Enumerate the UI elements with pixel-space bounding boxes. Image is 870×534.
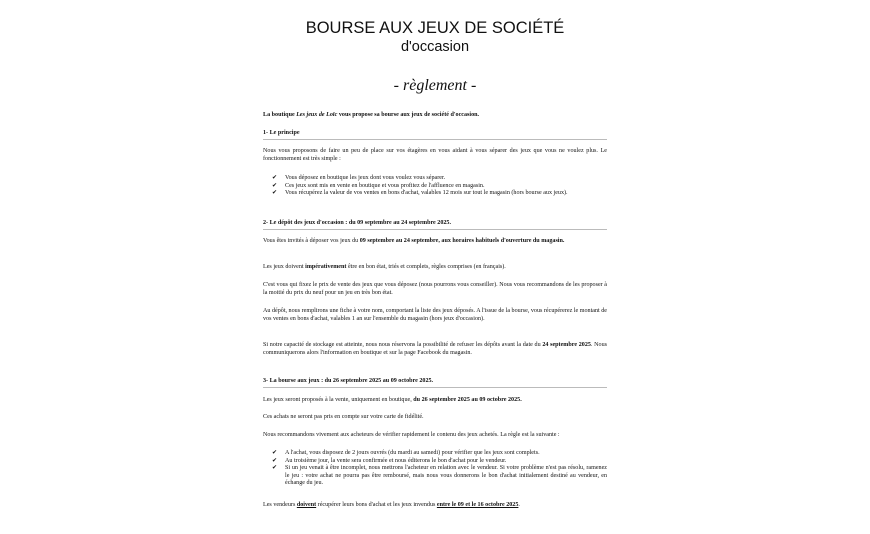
page-tagline: - règlement -: [393, 77, 477, 94]
section-2-paragraph-2: Les jeux doivent impérativement être en bon état, triés et complets, règles comprises (en français).: [263, 264, 506, 270]
section-2-paragraph-5: Si notre capacité de stockage est atteinte, nous nous réservons la possibilité de refuser les dépôts avant la date du 24 septembre 2025. Nous communiquerons alors l'information en boutique et sur la page Facebook du magasin.: [263, 342, 607, 356]
page-subtitle: d'occasion: [400, 39, 470, 55]
section-2-paragraph-3: C'est vous qui fixez le prix de vente des jeux que vous déposez (nous pourrons vous conseiller). Nous vous recommandons de les proposer à la moitié du prix du neuf pour un jeu en très bon état.: [263, 282, 607, 296]
checkmark-icon: ✔: [272, 175, 278, 181]
section-2-paragraph-1: Vous êtes invités à déposer vos jeux du 09 septembre au 24 septembre, aux horaires habituels d'ouverture du magasin.: [263, 238, 565, 244]
list-item: ✔ A l'achat, vous disposez de 2 jours ouvrés (du mardi au samedi) pour vérifier que les jeux sont complets.: [272, 450, 540, 456]
section-3-paragraph-3: Nous recommandons vivement aux acheteurs de vérifier rapidement le contenu des jeux achetés. La règle est la suivante :: [263, 432, 560, 438]
section-3-list: [263, 450, 607, 488]
checkmark-icon: ✔: [272, 450, 278, 456]
section-3-heading: 3- La bourse aux jeux : du 26 septembre 2025 au 09 octobre 2025.: [263, 378, 607, 388]
intro-paragraph: La boutique Les jeux de Loïc vous propose sa bourse aux jeux de société d'occasion.: [263, 112, 480, 118]
list-item: ✔ Ces jeux sont mis en vente en boutique et vous profitez de l'affluence en magasin.: [272, 182, 485, 189]
section-1-list: [263, 175, 607, 198]
section-3-paragraph-2: Ces achats ne seront pas pris en compte sur votre carte de fidélité.: [263, 414, 424, 420]
shop-name: Les jeux de Loïc: [296, 112, 338, 118]
checkmark-icon: ✔: [272, 182, 278, 189]
section-1-paragraph: Nous vous proposons de faire un peu de place sur vos étagères en vous aidant à vous séparer des jeux que vous ne voulez plus. Le fonctionnement est très simple :: [263, 148, 607, 162]
section-2-heading: 2- Le dépôt des jeux d'occasion : du 09 septembre au 24 septembre 2025.: [263, 220, 607, 230]
page-title: BOURSE AUX JEUX DE SOCIÉTÉ: [305, 19, 565, 37]
list-item: ✔ Vous récupérez la valeur de vos ventes en bons d'achat, valables 12 mois sur tout le magasin (hors bourse aux jeux).: [272, 190, 568, 197]
checkmark-icon: ✔: [272, 190, 278, 197]
list-item: ✔ Si un jeu venait à être incomplet, nous mettrons l'acheteur en relation avec le vendeur. Si votre problème n'est pas résolu, ramenez le jeu : votre achat ne pourra pas être remboursé, mais nous vous donnerons le bon d'achat initialement destiné au vendeur, en échange du jeu.: [272, 465, 607, 487]
checkmark-icon: ✔: [272, 457, 278, 464]
section-2-paragraph-4: Au dépôt, nous remplirons une fiche à votre nom, comportant la liste des jeux déposés. A l'issue de la bourse, vous récupérerez le montant de vos ventes en bons d'achat, valables 1 an sur l'ensemble du magasin (hors jeux d'occasion).: [263, 308, 607, 322]
checkmark-icon: ✔: [272, 465, 278, 472]
section-3-paragraph-4: Les vendeurs doivent récupérer leurs bons d'achat et les jeux invendus entre le 09 et le 16 octobre 2025.: [263, 502, 520, 508]
list-item: ✔ Vous déposez en boutique les jeux dont vous voulez vous séparer.: [272, 175, 446, 181]
section-3-paragraph-1: Les jeux seront proposés à la vente, uniquement en boutique, du 26 septembre 2025 au 09 octobre 2025.: [263, 397, 522, 403]
section-1-heading: 1- Le principe: [263, 130, 607, 140]
list-item: ✔ Au troisième jour, la vente sera confirmée et nous éditerons le bon d'achat pour le vendeur.: [272, 457, 507, 464]
